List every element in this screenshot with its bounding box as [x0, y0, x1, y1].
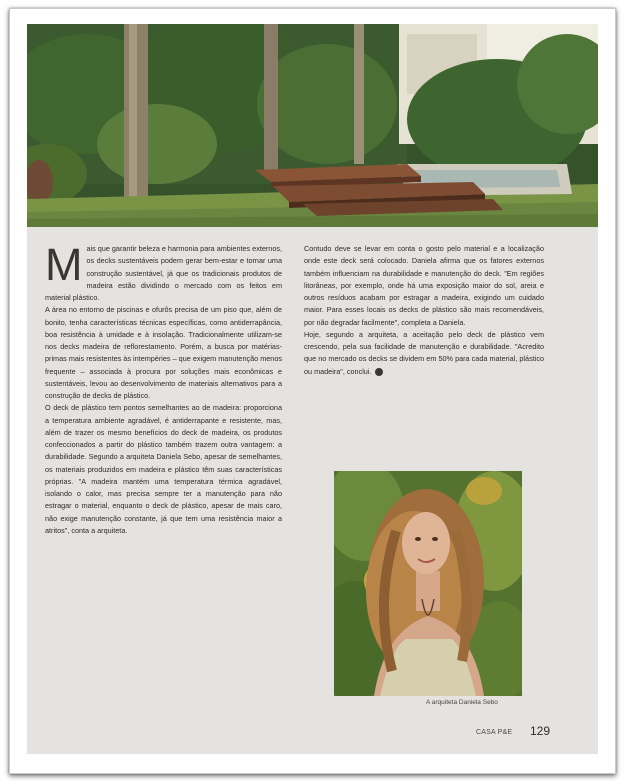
- article-paragraph-4: Contudo deve se levar em conta o gosto pelo material e a localização onde este deck será colocado. Daniela afirma que os fatores externos também influenciam na durabilidade e manutenção do deck. "Em regiões litorâneas, por exemplo, onde há uma exposição maior do sol, areia e outros resíduos acabam por estragar a madeira, exigindo um cuidado maior. Para esses locais os decks de plástico são mais recomendáveis, por não degradar facilmente", completa a Daniela.: [304, 244, 544, 327]
- publication-name: CASA P&E: [476, 729, 513, 736]
- paragraph-text: Hoje, segundo a arquiteta, a aceitação pelo deck de plástico vem crescendo, pela sua facilidade de manutenção e durabilidade. "Acredito que no mercado os decks se dividem em 50% para cada material, plástico ou madeira", conclui.: [304, 329, 544, 376]
- architect-portrait-photo: [334, 471, 522, 696]
- article-paragraph-5: [304, 329, 544, 378]
- article-paragraph-2: A área no entorno de piscinas e ofurôs precisa de um piso que, além de bonito, tenha características técnicas específicas, como antiderrapância, boa resistência à umidade e à insolação. Tradicionalmente utilizam-se nos decks madeira de reflorestamento. Porém, a busca por matérias-primas mais resistentes às intempéries – que exigem manutenção menos frequente – associada à procura por soluções mais econômicas e sustentáveis, levou ao desenvolvimento de materiais alternativos para a construção de decks de plástico.: [45, 305, 282, 400]
- end-mark-icon: [375, 368, 383, 376]
- article-paragraph-3: O deck de plástico tem pontos semelhantes ao de madeira: proporciona a temperatura ambiente agradável, é antiderrapante e resistente, mas, além de trazer os mesmo benefícios do deck de madeira, os produtos confeccionados a partir do plástico também trazem outra vantagem: a durabilidade. Segundo a arquiteta Daniela Sebo, apesar de semelhantes, os materiais produzidos em madeira e plástico têm suas características próprias. "A madeira mantém uma temperatura térmica agradável, isolando o calor, mas precisa sempre ter a manutenção para não estragar o material, enquanto o deck de plástico, apesar de mais caro, não exige manutenção constante, já que tem uma resistência maior a atritos", conta a arquiteta.: [45, 403, 282, 535]
- article-column-right: [304, 243, 544, 378]
- magazine-page: [27, 24, 598, 754]
- article-column-left: [45, 239, 282, 537]
- portrait-caption: A arquiteta Daniela Sebo: [426, 699, 498, 706]
- article-paragraph-1: [45, 239, 282, 304]
- drop-cap: M: [45, 239, 83, 290]
- paragraph-text: ais que garantir beleza e harmonia para ambientes externos, os decks sustentáveis podem gerar bem-estar e tornar uma construção sustentável, já que os tradicionais produtos de madeira estão dividindo o mercado com os feitos em material plástico.: [45, 244, 282, 302]
- page-number: 129: [530, 724, 551, 738]
- garden-deck-photo: [27, 24, 598, 227]
